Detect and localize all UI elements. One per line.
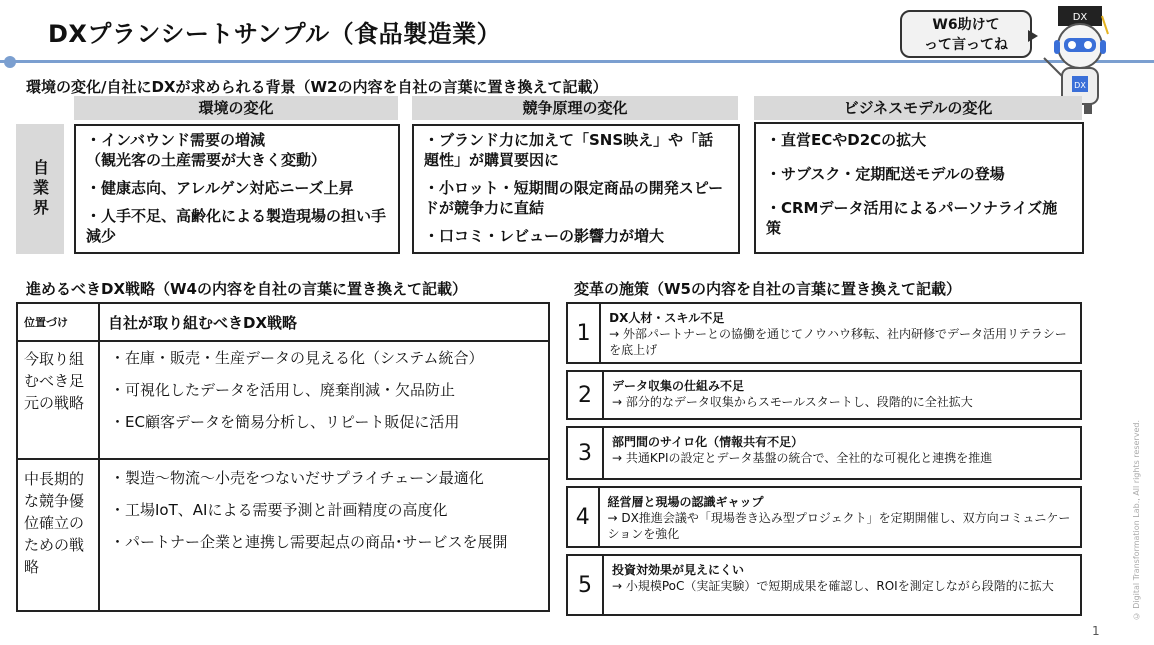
speech-bubble xyxy=(900,10,1032,58)
list-item: ・人手不足、高齢化による製造現場の担い手減少 xyxy=(86,207,387,245)
measure-title: データ収集の仕組み不足 xyxy=(612,379,745,393)
measure-desc: → DX推進会議や「現場巻き込み型プロジェクト」を定期開催し、双方向コミュニケーションを強化 xyxy=(607,511,1071,541)
list-item: ・サブスク・定期配送モデルの登場 xyxy=(766,165,1005,183)
row-label-industry: 自業界 xyxy=(16,124,64,254)
measure-body xyxy=(604,372,981,418)
list-item: ・口コミ・レビューの影響力が増大 xyxy=(424,227,665,245)
mascot-leg-right xyxy=(1084,104,1092,114)
list-item: ・ブランド力に加えて「SNS映え」や「話題性」が購買要因に xyxy=(424,131,714,169)
list-item: ・小ロット・短期間の限定商品の開発スピードが競争力に直結 xyxy=(424,179,724,217)
column-header-business-model: ビジネスモデルの変化 xyxy=(754,96,1082,120)
page-number: 1 xyxy=(1092,624,1100,638)
table-row xyxy=(17,459,549,611)
table-row xyxy=(17,341,549,459)
table-header-position: 位置づけ xyxy=(17,303,99,341)
measure-number: 5 xyxy=(568,556,604,614)
background-heading: 環境の変化/自社にDXが求められる背景（W2の内容を自社の言葉に置き換えて記載） xyxy=(26,78,608,96)
measure-title: 部門間のサイロ化（情報共有不足） xyxy=(612,435,804,449)
measure-desc: → 外部パートナーとの協働を通じてノウハウ移転、社内研修でデータ活用リテラシーを底上げ xyxy=(609,327,1067,357)
measure-item xyxy=(566,426,1082,480)
measure-desc: → 共通KPIの設定とデータ基盤の統合で、全社的な可視化と連携を推進 xyxy=(612,451,993,465)
speech-bubble-tail xyxy=(1028,30,1038,42)
measure-desc: → 部分的なデータ収集からスモールスタートし、段階的に全社拡大 xyxy=(612,395,973,409)
list-item: ・CRMデータ活用によるパーソナライズ施策 xyxy=(766,199,1058,237)
list-item: ・在庫・販売・生産データの見える化（システム統合） xyxy=(110,349,484,367)
strategy-heading: 進めるべきDX戦略（W4の内容を自社の言葉に置き換えて記載） xyxy=(26,280,468,298)
list-item: ・直営ECやD2Cの拡大 xyxy=(766,131,927,149)
list-item: ・製造〜物流〜小売をつないだサプライチェーン最適化 xyxy=(110,469,484,487)
mascot-headphone-right xyxy=(1100,40,1106,54)
measure-body xyxy=(601,304,1080,362)
table-header-strategy: 自社が取り組むべきDX戦略 xyxy=(99,303,549,341)
measure-body xyxy=(604,556,1062,614)
cap-text: DX xyxy=(1072,12,1088,23)
list-item: ・パートナー企業と連携し需要起点の商品･サービスを展開 xyxy=(110,533,508,551)
strategy-table xyxy=(16,302,550,612)
measure-number: 2 xyxy=(568,372,604,418)
mascot-eye-left xyxy=(1068,41,1076,49)
business-model-box xyxy=(754,122,1084,254)
strategy-row-items xyxy=(99,341,549,459)
table-row xyxy=(17,303,549,341)
header-divider xyxy=(0,60,1154,63)
strategy-row-items xyxy=(99,459,549,611)
list-item: ・EC顧客データを簡易分析し、リピート販促に活用 xyxy=(110,413,460,431)
measures-heading: 変革の施策（W5の内容を自社の言葉に置き換えて記載） xyxy=(574,280,961,298)
measure-item xyxy=(566,302,1082,364)
strategy-row-label: 中長期的な競争優位確立のための戦略 xyxy=(17,459,99,611)
measure-title: 経営層と現場の認識ギャップ xyxy=(607,495,764,509)
measure-number: 1 xyxy=(568,304,601,362)
measure-title: 投資対効果が見えにくい xyxy=(612,563,745,577)
measure-desc: → 小規模PoC（実証実験）で短期成果を確認し、ROIを測定しながら段階的に拡大 xyxy=(612,579,1054,593)
header-divider-dot xyxy=(4,56,16,68)
measure-item xyxy=(566,370,1082,420)
copyright-notice: © Digital Transformation Lab., All rights reserved. xyxy=(1132,420,1141,621)
column-header-environment: 環境の変化 xyxy=(74,96,398,120)
list-item: ・インバウンド需要の増減 （観光客の土産需要が大きく変動） xyxy=(86,131,327,169)
mascot-headphone-left xyxy=(1054,40,1060,54)
environment-box xyxy=(74,124,400,254)
speech-bubble-line2: って言ってね xyxy=(924,37,1008,53)
competition-box xyxy=(412,124,740,254)
speech-bubble-line1: W6助けて xyxy=(932,17,1000,33)
measure-body xyxy=(604,428,1000,478)
mascot-eye-right xyxy=(1084,41,1092,49)
measure-title: DX人材・スキル不足 xyxy=(609,311,725,325)
badge-text: DX xyxy=(1074,81,1086,90)
list-item: ・健康志向、アレルゲン対応ニーズ上昇 xyxy=(86,179,354,197)
measure-body xyxy=(600,488,1080,546)
column-header-competition: 競争原理の変化 xyxy=(412,96,738,120)
measure-item xyxy=(566,554,1082,616)
mascot-pointer xyxy=(1044,58,1062,76)
page-title: DXプランシートサンプル（食品製造業） xyxy=(48,20,502,48)
list-item: ・可視化したデータを活用し、廃棄削減・欠品防止 xyxy=(110,381,456,399)
strategy-row-label: 今取り組むべき足元の戦略 xyxy=(17,341,99,459)
cap-tassel xyxy=(1102,16,1108,34)
list-item: ・工場IoT、AIによる需要予測と計画精度の高度化 xyxy=(110,501,448,519)
measure-number: 4 xyxy=(568,488,600,546)
measure-number: 3 xyxy=(568,428,604,478)
measure-item xyxy=(566,486,1082,548)
measures-list xyxy=(566,302,1082,622)
